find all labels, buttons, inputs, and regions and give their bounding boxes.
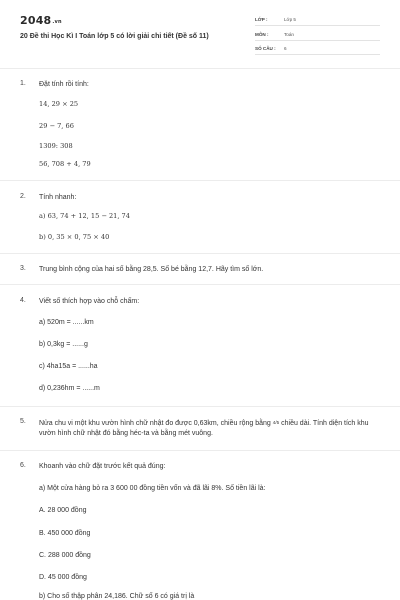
expression: 1309: 308 xyxy=(39,142,73,150)
document-title: 20 Đề thi Học Kì I Toán lớp 5 có lời giải chi tiết (Đề số 11) xyxy=(20,33,209,40)
expression: 29 − 7, 66 xyxy=(39,122,74,130)
question-text: Khoanh vào chữ đặt trước kết quả đúng: xyxy=(39,463,166,470)
question-number: 6. xyxy=(20,462,26,469)
fill-in-item: b) 0,3kg = ......g xyxy=(39,341,88,348)
question-text-part: chiều dài. Tính diện tích khu vườn hình chữ nhật đó bằng héc-ta và bằng mét vuông. xyxy=(39,420,369,437)
logo-main-text: 2048 xyxy=(20,14,52,27)
separator xyxy=(0,284,400,285)
question-text xyxy=(39,418,379,439)
answer-option-c[interactable]: C. 288 000 đồng xyxy=(39,552,91,559)
separator xyxy=(0,180,400,181)
answer-option-d[interactable]: D. 45 000 đồng xyxy=(39,574,87,581)
expression: 14, 29 × 25 xyxy=(39,100,79,108)
meta-label-subject: MÔN : xyxy=(255,32,269,37)
fill-in-item: d) 0,236hm = ......m xyxy=(39,385,100,392)
question-text: Tính nhanh: xyxy=(39,194,77,201)
expression: 56, 708 + 4, 79 xyxy=(39,160,91,168)
question-number: 5. xyxy=(20,418,26,425)
meta-label-grade: LỚP : xyxy=(255,17,268,22)
meta-row-grade xyxy=(255,14,380,26)
fill-in-item: c) 4ha15a = ......ha xyxy=(39,363,98,370)
meta-row-question-count xyxy=(255,43,380,55)
meta-value-question-count: 6 xyxy=(284,46,287,51)
expression: b) 0, 35 × 0, 75 × 40 xyxy=(39,233,110,241)
logo-suffix-text: .vn xyxy=(52,19,62,25)
meta-label-question-count: SỐ CÂU : xyxy=(255,46,276,51)
question-text-part: Nửa chu vi một khu vườn hình chữ nhật đo được 0,63km, chiều rộng bằng xyxy=(39,420,271,427)
question-number: 2. xyxy=(20,193,26,200)
sub-question-b: b) Cho số thập phân 24,186. Chữ số 6 có giá trị là xyxy=(39,593,195,600)
document-header xyxy=(0,0,400,66)
question-number: 3. xyxy=(20,265,26,272)
question-text: Viết số thích hợp vào chỗ chấm: xyxy=(39,298,140,305)
question-text: Trung bình cộng của hai số bằng 28,5. Số bé bằng 12,7. Hãy tìm số lớn. xyxy=(39,266,264,273)
separator xyxy=(0,450,400,451)
separator xyxy=(0,68,400,69)
answer-option-a[interactable]: A. 28 000 đồng xyxy=(39,507,87,514)
question-number: 1. xyxy=(20,80,26,87)
site-logo[interactable] xyxy=(20,14,62,27)
question-number: 4. xyxy=(20,297,26,304)
question-text: Đặt tính rồi tính: xyxy=(39,81,89,88)
fill-in-item: a) 520m = ......km xyxy=(39,319,94,326)
separator xyxy=(0,253,400,254)
answer-option-b[interactable]: B. 450 000 đồng xyxy=(39,530,91,537)
fraction: 4/5 xyxy=(272,420,280,425)
meta-value-grade: Lớp 5 xyxy=(284,17,296,22)
separator xyxy=(0,406,400,407)
meta-row-subject xyxy=(255,29,380,41)
expression: a) 63, 74 + 12, 15 − 21, 74 xyxy=(39,212,130,220)
meta-value-subject: Toán xyxy=(284,32,294,37)
sub-question-a: a) Một cửa hàng bỏ ra 3 600 00 đồng tiền vốn và đã lãi 8%. Số tiền lãi là: xyxy=(39,485,266,492)
